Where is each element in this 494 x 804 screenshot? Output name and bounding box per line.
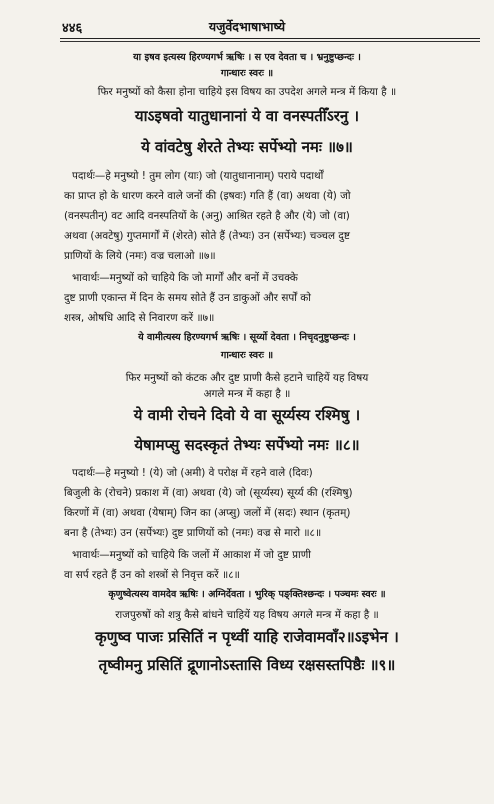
running-title: यजुर्वेदभाषाभाष्ये	[208, 19, 286, 34]
mantra-line: कृणुष्व पाजः प्रसितिं न पृथ्वीं याहि राजेवामवाँ२॥ऽइभेन ।	[95, 628, 399, 646]
topic-line: फिर मनुष्यों को कंटक और दुष्ट प्राणी कैसे हटाने चाहियें यह विषय	[125, 372, 369, 384]
bhavartha-line: शस्त्र, ओषधि आदि से निवारण करें ॥७॥	[64, 312, 215, 324]
mantra-line: ये वांवटेषु शेरते तेभ्यः सर्पेभ्यो नमः ॥७॥	[141, 138, 353, 156]
padartha-line: अथवा (अवटेषु) गुप्तमार्गों में (शेरते) सोते हैं (तेभ्यः) उन (सर्पेभ्यः) चञ्चल दुष्ट	[64, 230, 350, 242]
rishi-line: ये वामीत्यस्य हिरण्यगर्भ ऋषिः । सूर्य्यो देवता । निचृदनुष्टुप्छन्दः ।	[138, 332, 356, 343]
svara-line: गान्धारः स्वरः ॥	[220, 68, 274, 79]
padartha-line: बिजुली के (रोचने) प्रकाश में (वा) अथवा (ये) जो (सूर्य्यस्य) सूर्य्य की (रश्मिषु)	[64, 487, 353, 499]
bhavartha-line: दुष्ट प्राणी एकान्त में दिन के समय सोते हैं उन डाकुओं और सर्पों को	[64, 292, 311, 304]
bhavartha-line: भावार्थः—मनुष्यों को चाहिये कि जलों में आकाश में जो दुष्ट प्राणी	[72, 549, 311, 561]
header-rule	[60, 38, 480, 39]
padartha-line: किरणों में (वा) अथवा (येषाम्) जिन का (अप्सु) जलों में (सदः) स्थान (कृतम्)	[64, 507, 351, 519]
bhavartha-line: भावार्थः—मनुष्यों को चाहिये कि जो मार्गों और बनों में उचक्के	[72, 272, 298, 284]
header-rule-lower	[60, 41, 480, 42]
mantra-line: येषामप्सु सदस्कृतं तेभ्यः सर्पेभ्यो नमः ॥८॥	[134, 436, 360, 454]
rishi-line: या इषव इत्यस्य हिरण्यगर्भ ऋषिः । स एव देवता च । भ्रनुष्टुप्छन्दः ।	[133, 52, 361, 63]
padartha-line: पदार्थः—हे मनुष्यो ! तुम लोग (याः) जो (यातुधानानाम्) पराये पदार्थों	[72, 170, 324, 182]
mantra-line: ये वामी रोचने दिवो ये वा सूर्य्यस्य रश्मिषु ।	[133, 406, 361, 424]
mantra-line: याऽइषवो यातुधानानां ये वा वनस्पतीँऽरनु ।	[134, 107, 360, 125]
mantra-line: तृष्वीमनु प्रसितिं द्रूणानोऽस्तासि विध्य रक्षसस्तपिष्ठैः ॥९॥	[98, 656, 396, 674]
topic-line: अगले मन्त्र में कहा है ॥	[203, 388, 291, 400]
rishi-line: कृणुष्वेत्यस्य वामदेव ऋषिः । अग्निर्देवता । भुरिक् पङ्क्तिश्छन्दः । पञ्चमः स्वरः ॥	[108, 589, 386, 600]
padartha-line: का प्राप्त हो के धारण करने वाले जनों की (इषवः) गति हैं (वा) अथवा (ये) जो	[64, 190, 351, 202]
padartha-line: बना है (तेभ्यः) उन (सर्पेभ्यः) दुष्ट प्राणियों को (नमः) वज्र से मारो ॥८॥	[64, 527, 322, 539]
topic-line: फिर मनुष्यों को कैसा होना चाहिये इस विषय का उपदेश अगले मन्त्र में किया है ॥	[97, 86, 397, 98]
svara-line: गान्धारः स्वरः ॥	[220, 350, 274, 361]
padartha-line: पदार्थः—हे मनुष्यो ! (ये) जो (अमी) वे परोक्ष में रहने वाले (दिवः)	[72, 467, 313, 479]
bhavartha-line: वा सर्प रहते हैं उन को शस्त्रों से निवृत्त करें ॥८॥	[64, 569, 240, 581]
padartha-line: प्राणियों के लिये (नमः) वज्र चलाओ ॥७॥	[64, 250, 216, 262]
page-number: ४४६	[62, 21, 83, 36]
padartha-line: (वनस्पतीन्) वट आदि वनस्पतियों के (अनु) आश्रित रहते है और (ये) जो (वा)	[64, 210, 350, 222]
topic-line: राजपुरुषों को शत्रु कैसे बांधने चाहियें यह विषय अगले मन्त्र में कहा है ॥	[115, 609, 379, 621]
